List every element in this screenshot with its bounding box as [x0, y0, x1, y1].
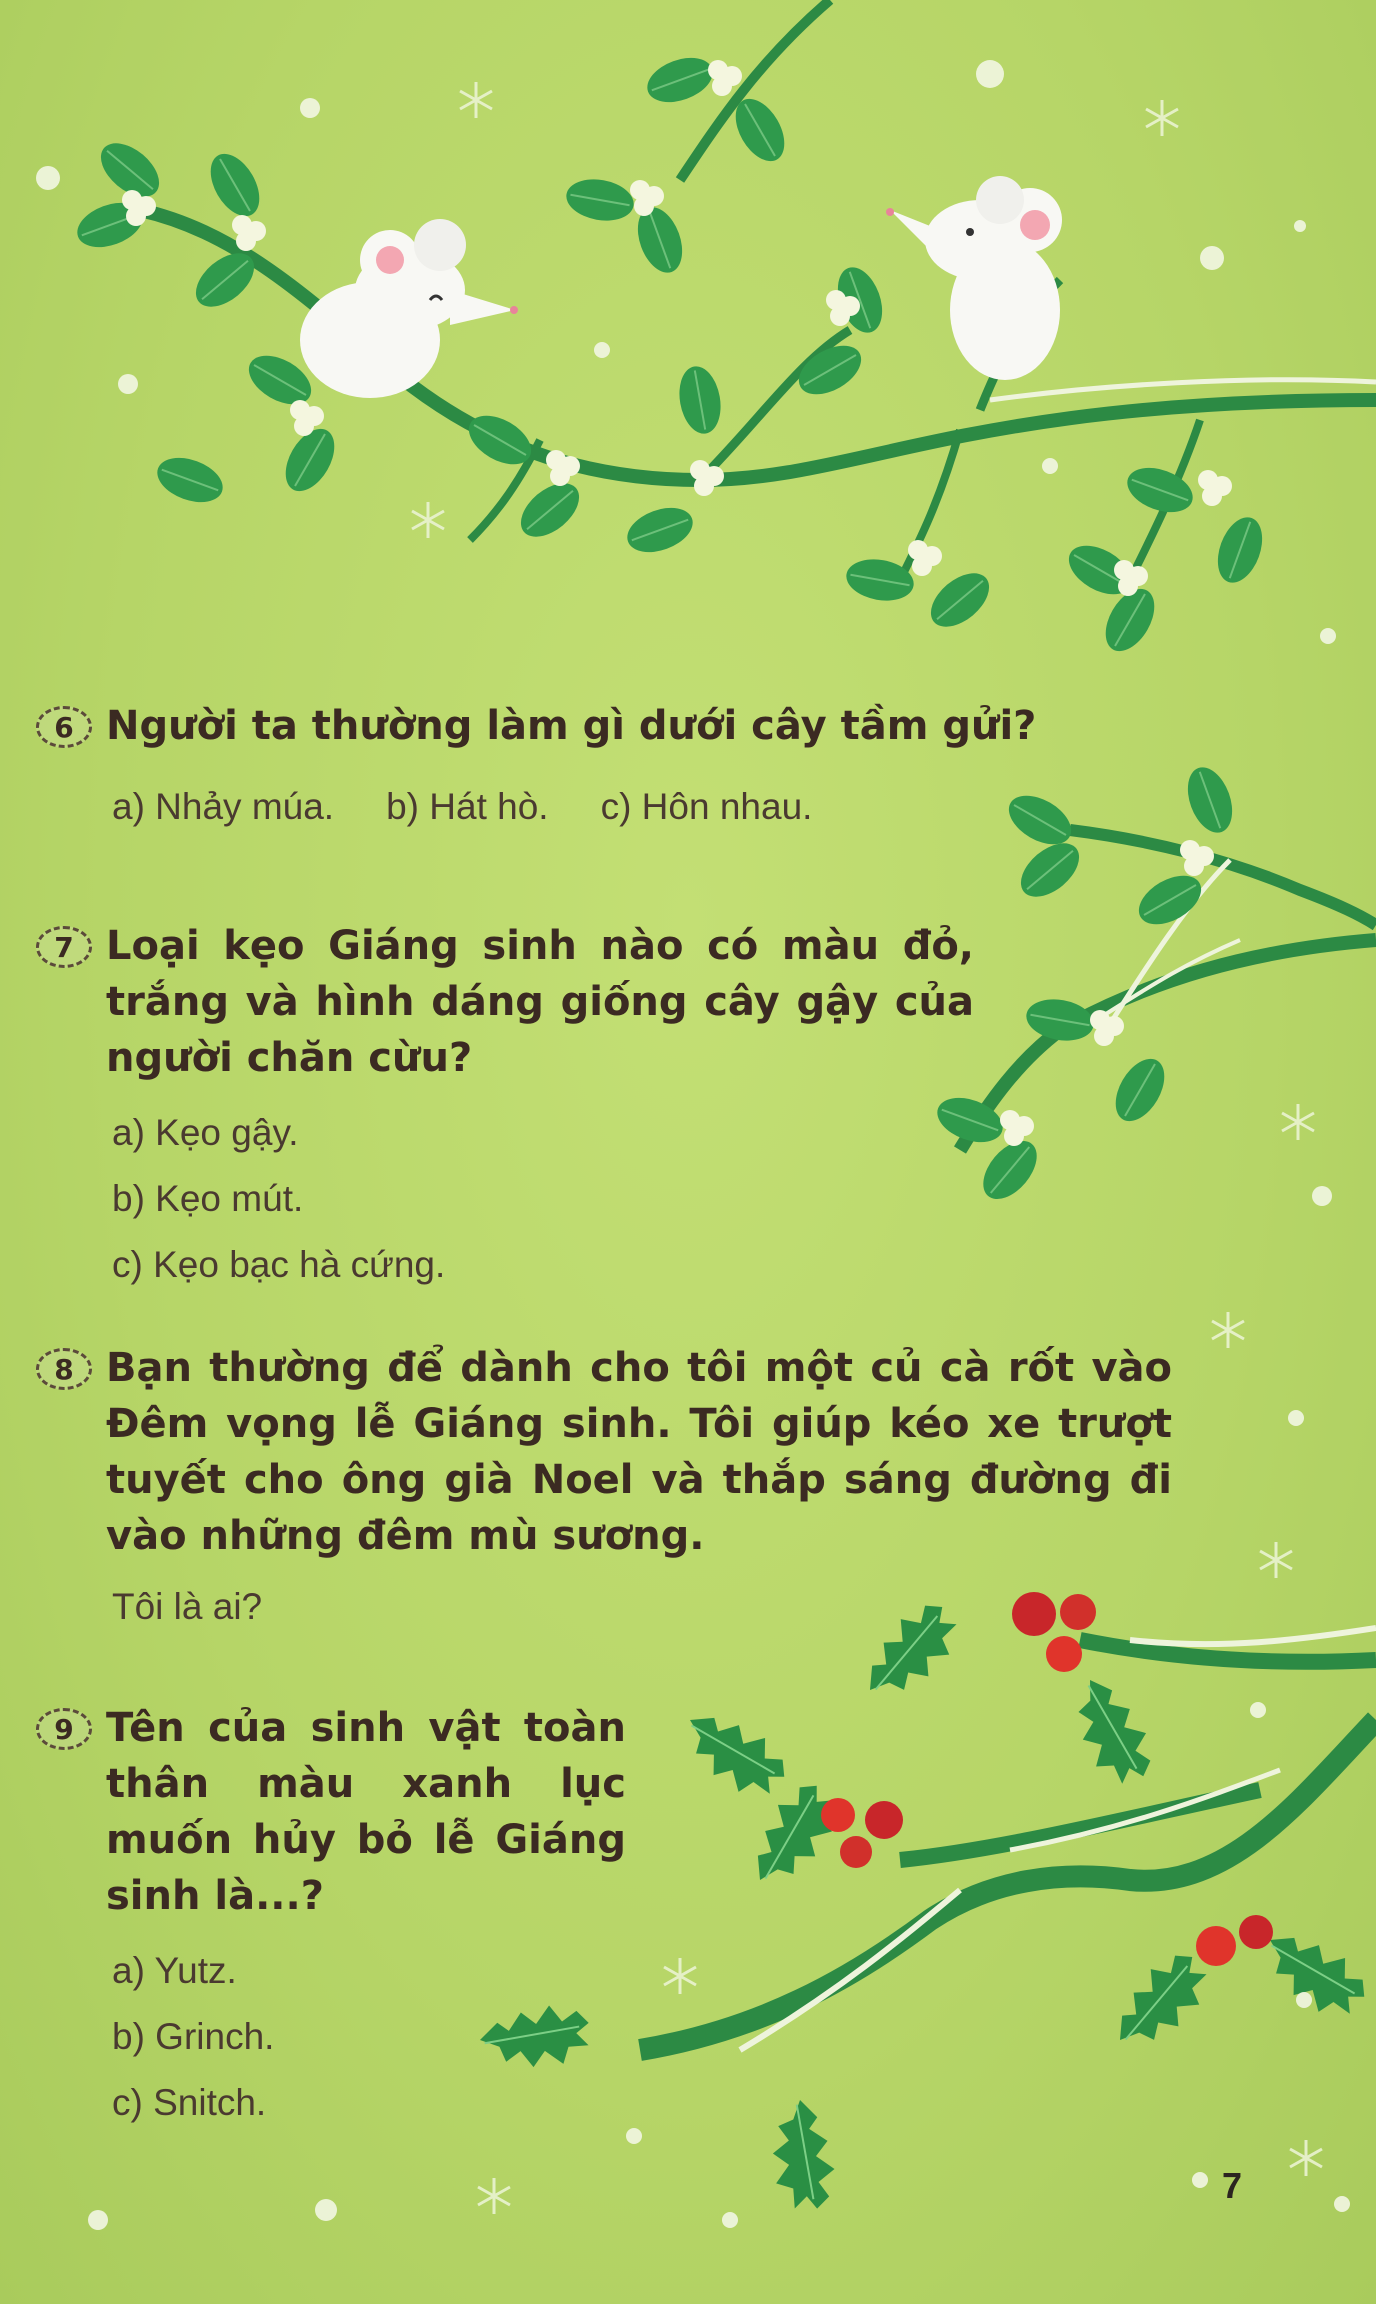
answer-option-a: a) Kẹo gậy. [112, 1112, 299, 1153]
answer-option-c: c) Kẹo bạc hà cứng. [112, 1244, 446, 1285]
answer-option-c: c) Hôn nhau. [600, 786, 813, 827]
answer-option-c: c) Snitch. [112, 2082, 267, 2123]
white-mouse [886, 176, 1062, 380]
question-number-badge: 6 [36, 706, 92, 748]
question-text: Tên của sinh vật toàn thân màu xanh lục muốn hủy bỏ lễ Giáng sinh là...? [106, 1705, 626, 1919]
answer-options [112, 1938, 636, 2136]
answer-option-b: b) Hát hò. [386, 786, 549, 827]
question-number-badge: 7 [36, 926, 92, 968]
answer-options [112, 774, 1056, 840]
question-prompt: Tôi là ai? [112, 1586, 263, 1627]
answer-option-b: b) Grinch. [112, 2016, 275, 2057]
question-text: Loại kẹo Giáng sinh nào có màu đỏ, trắng và hình dáng giống cây gậy của người chăn cừu? [106, 923, 974, 1081]
question-text: Người ta thường làm gì dưới cây tầm gửi? [106, 703, 1037, 749]
question-6 [36, 698, 1056, 840]
question-number-badge: 9 [36, 1708, 92, 1750]
question-number-badge: 8 [36, 1348, 92, 1390]
answer-option-a: a) Yutz. [112, 1950, 237, 1991]
mistletoe-branch [71, 0, 1376, 659]
question-text: Bạn thường để dành cho tôi một củ cà rốt vào Đêm vọng lễ Giáng sinh. Tôi giúp kéo xe trượt tuyết cho ông già Noel và thắp sáng đường đi vào những đêm mù sương. [106, 1345, 1172, 1559]
answer-option-a: a) Nhảy múa. [112, 786, 335, 827]
question-9 [36, 1700, 636, 2136]
question-8 [36, 1340, 1186, 1640]
page-number: 7 [1221, 2165, 1242, 2206]
white-mouse [300, 219, 518, 398]
answer-options [112, 1100, 986, 1298]
question-7 [36, 918, 986, 1298]
answer-option-b: b) Kẹo mút. [112, 1178, 304, 1219]
